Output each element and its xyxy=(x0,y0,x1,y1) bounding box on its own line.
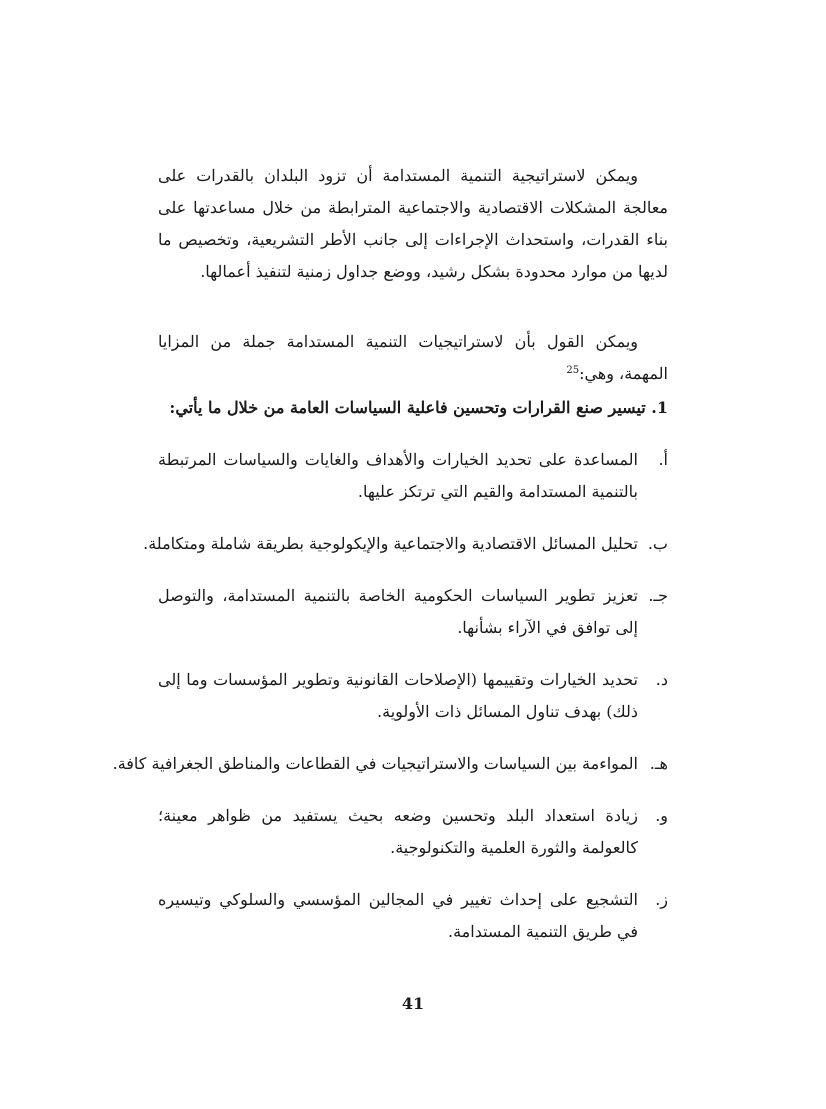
list-item-marker: د. xyxy=(655,670,668,689)
list-item-marker: و. xyxy=(655,806,668,825)
list-item-text: التشجيع على إحداث تغيير في المجالين المؤسسي والسلوكي وتيسيره في طريق التنمية المستدامة. xyxy=(158,890,638,941)
list-item xyxy=(158,800,668,864)
list-item xyxy=(158,580,668,644)
list-item xyxy=(143,528,668,560)
intro-paragraph-text: ويمكن لاستراتيجية التنمية المستدامة أن تزود البلدان بالقدرات على معالجة المشكلات الاقتصادية والاجتماعية المترابطة من خلال مساعدتها على بناء القدرات، واستحداث الإجراءات إلى جانب الأطر التشريعية، وتخصيص ما لديها من موارد محدودة بشكل رشيد، ووضع جداول زمنية لتنفيذ أعمالها. xyxy=(158,166,668,281)
intro-paragraph xyxy=(158,160,668,288)
list-item xyxy=(158,444,668,508)
list-item-marker: هـ. xyxy=(649,754,668,773)
list-item-marker: ز. xyxy=(655,890,668,909)
list-item xyxy=(158,884,668,948)
list-item-text: تحديد الخيارات وتقييمها (الإصلاحات القانونية وتطوير المؤسسات وما إلى ذلك) بهدف تناول المسائل ذات الأولوية. xyxy=(158,670,638,721)
list-item-marker: ب. xyxy=(647,534,668,553)
footnote-reference: 25 xyxy=(566,365,580,376)
advantages-paragraph xyxy=(158,326,668,390)
page-number: 41 xyxy=(401,994,425,1013)
list-item-marker: أ. xyxy=(658,450,668,469)
section-heading: 1. تيسير صنع القرارات وتحسين فاعلية السياسات العامة من خلال ما يأتي: xyxy=(169,398,668,417)
list-item-text: تعزيز تطوير السياسات الحكومية الخاصة بالتنمية المستدامة، والتوصل إلى توافق في الآراء بشأنها. xyxy=(158,586,638,637)
list-item xyxy=(112,748,668,780)
advantages-list xyxy=(112,444,668,968)
advantages-paragraph-text: ويمكن القول بأن لاستراتيجيات التنمية المستدامة جملة من المزايا المهمة، وهي: xyxy=(158,332,668,383)
list-item-text: المواءمة بين السياسات والاستراتيجيات في القطاعات والمناطق الجغرافية كافة. xyxy=(112,754,638,773)
list-item xyxy=(158,664,668,728)
list-item-text: المساعدة على تحديد الخيارات والأهداف والغايات والسياسات المرتبطة بالتنمية المستدامة والقيم التي ترتكز عليها. xyxy=(158,450,638,501)
list-item-text: تحليل المسائل الاقتصادية والاجتماعية والإيكولوجية بطريقة شاملة ومتكاملة. xyxy=(143,534,638,553)
list-item-text: زيادة استعداد البلد وتحسين وضعه بحيث يستفيد من ظواهر معينة؛ كالعولمة والثورة العلمية والتكنولوجية. xyxy=(158,806,638,857)
list-item-marker: جـ. xyxy=(648,586,668,605)
